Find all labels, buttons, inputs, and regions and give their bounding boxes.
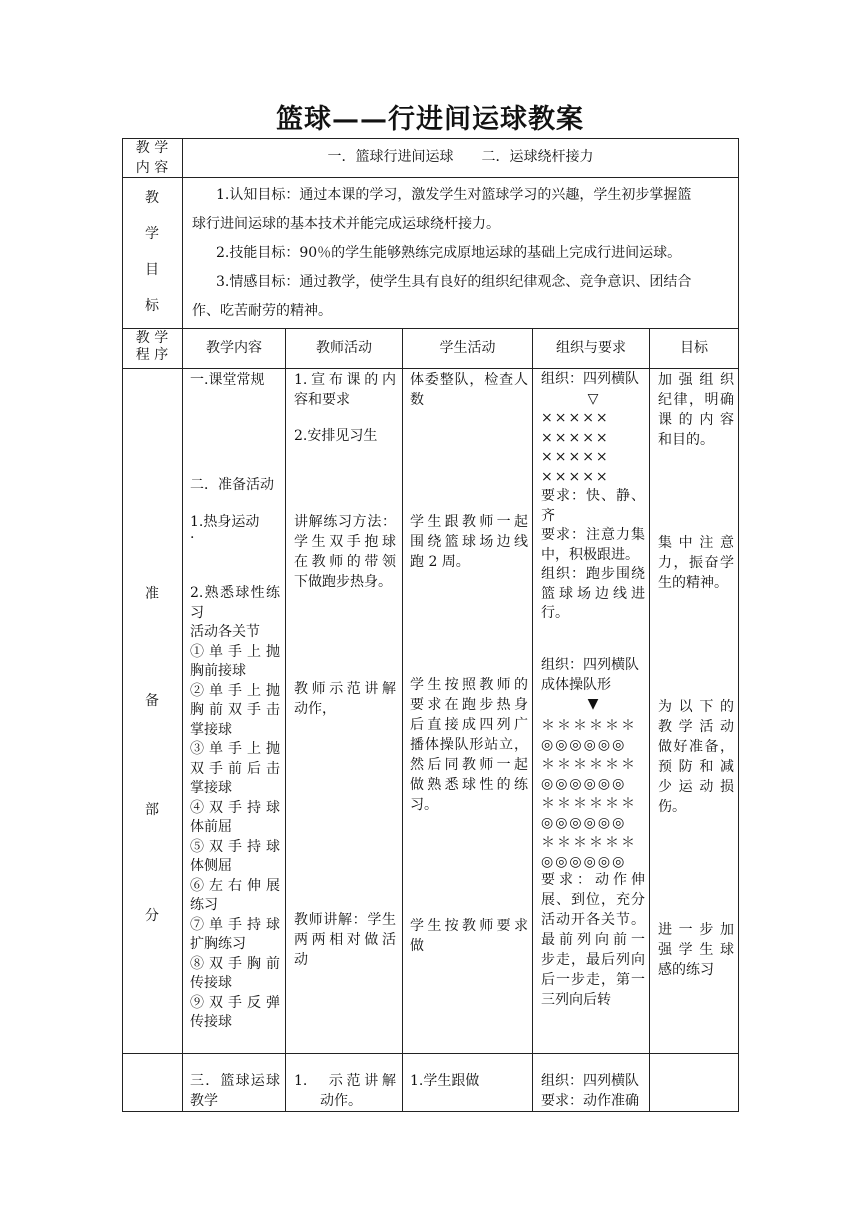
page-title: 篮球——行进间运球教案: [276, 104, 584, 135]
student-follow-do: 1.学生跟做: [410, 1073, 480, 1089]
org-last-row: 组织：四列横队 要求：动作准确: [541, 1073, 639, 1109]
col-header-goal: 目标: [680, 340, 708, 356]
formation-row: ＊＊＊＊＊＊: [541, 756, 637, 773]
formation-row: ◎◎◎◎◎◎: [541, 737, 627, 753]
content-ball-drills: 2.熟悉球性练 习 活动各关节 ①单手上抛 胸前接球 ②单手上抛 胸前双手击 掌接球 ③单手上抛 双手前后击 掌接球 ④双手持球 体前屈 ⑤双手持球 体侧屈 ⑥左右伸展 练习 ⑦单手持球 扩胸练习 ⑧双手胸前 传接球 ⑨双手反弹 传接球: [190, 585, 280, 1030]
prep-part-label-1: 准: [145, 586, 159, 602]
table-rule: [122, 368, 739, 369]
formation-row: ＊＊＊＊＊＊: [541, 717, 637, 734]
prep-part-label-3: 部: [145, 802, 159, 818]
table-rule: [402, 328, 403, 1112]
goal-injury-prevention: 为以下的 教学活动 做好准备， 预防和减 少运动损 伤。: [658, 699, 734, 815]
goal-discipline: 加强组织 纪律，明确 课的内容 和目的。: [658, 372, 734, 448]
student-lineup: 体委整队，检查人 数: [410, 372, 528, 408]
content-routine: 一.课堂常规: [190, 372, 265, 388]
formation-row: ◎◎◎◎◎◎: [541, 815, 627, 831]
teacher-arrange: 2.安排见习生: [294, 428, 378, 444]
prep-part-label-4: 分: [145, 908, 159, 924]
org-block-1: 组织：四列横队 ▽ ××××× ××××× ××××× ××××× 要求：快、静、 齐 要求：注意力集 中，积极跟进。 组织：跑步围绕 篮球场边线进 行。: [541, 371, 645, 621]
table-rule: [738, 138, 739, 1112]
content-dot: ·: [190, 530, 195, 546]
goal-cognitive-cont: 球行进间运球的基本技术并能完成运球绕杆接力。: [192, 216, 500, 232]
lesson-plan-table: [122, 138, 738, 1112]
goal-skill: 2.技能目标：90％的学生能够熟练完成原地运球的基础上完成行进间运球。: [216, 245, 682, 261]
col-header-organization: 组织与要求: [556, 340, 626, 356]
formation-row: ×××××: [541, 429, 610, 446]
content-warmup-heading: 二．准备活动: [190, 477, 274, 493]
teacher-pair-explain: 教师讲解：学生 两两相对做活 动: [294, 912, 396, 968]
goal-affective: 3.情感目标：通过教学，使学生具有良好的组织纪律观念、竞争意识、团结合: [216, 274, 692, 290]
table-rule: [285, 328, 286, 1112]
teacher-marker-icon: ▽: [587, 390, 599, 407]
teacher-demo-action: 1. 示范讲解 动作。: [294, 1073, 396, 1109]
content-warmup-run: 1.热身运动: [190, 514, 260, 530]
table-rule: [122, 1111, 739, 1112]
goal-focus: 集中注意 力，振奋学 生的精神。: [658, 535, 734, 591]
goals-row-label: 教 学 目 标: [145, 190, 159, 314]
table-rule: [649, 328, 650, 1112]
goals-text: [192, 181, 732, 326]
teacher-demo: 教师示范讲解 动作，: [294, 681, 396, 717]
teacher-explain-warmup: 讲解练习方法： 学生双手抱球 在教师的带领 下做跑步热身。: [294, 514, 396, 590]
table-rule: [122, 1053, 739, 1054]
table-rule: [122, 177, 739, 178]
formation-row: ×××××: [541, 468, 610, 485]
formation-row: ＊＊＊＊＊＊: [541, 795, 637, 812]
teacher-marker-filled-icon: ▼: [587, 696, 599, 712]
formation-row: ◎◎◎◎◎◎: [541, 854, 627, 870]
prep-part-label-2: 备: [145, 693, 159, 709]
org-block-2: 组织：四列横队 成体操队形 ▼ ＊＊＊＊＊＊ ◎◎◎◎◎◎ ＊＊＊＊＊＊ ◎◎◎◎◎◎ ＊＊＊＊＊＊ ◎◎◎◎◎◎ ＊＊＊＊＊＊ ◎◎◎◎◎◎: [541, 656, 645, 873]
teacher-announce: 1.宣布课的内 容和要求: [294, 372, 396, 408]
student-ball-drills: 学生按照教师的 要求在跑步热身 后直接成四列广 播体操队形站立， 然后同教师一起 做熟悉球性的练 习。: [410, 677, 528, 813]
col-header-student: 学生活动: [439, 340, 496, 356]
table-rule: [182, 138, 183, 1112]
col-header-content: 教学内容: [206, 340, 262, 356]
org-requirements: 要求：动作伸 展、到位，充分 活动开各关节。 最前列向前一 步走，最后列向 后一步走，第一 三列向后转: [541, 872, 645, 1008]
table-rule: [122, 328, 739, 329]
procedure-label: 教 学 程 序: [135, 330, 169, 363]
goal-affective-cont: 作、吃苦耐劳的精神。: [192, 303, 332, 319]
formation-row: ×××××: [541, 449, 610, 465]
content-row-text: 一．篮球行进间运球 二．运球绕杆接力: [327, 149, 594, 165]
table-rule: [122, 138, 739, 139]
table-rule: [532, 328, 533, 1112]
content-row-label: 教 学 内 容: [135, 140, 169, 176]
goal-ball-feel: 进一步加 强学生球 感的练习: [658, 922, 734, 978]
goal-cognitive: 1.认知目标：通过本课的学习，激发学生对篮球学习的兴趣，学生初步掌握篮: [216, 187, 692, 203]
col-header-teacher: 教师活动: [316, 340, 372, 356]
org-formation: 组织：四列横队: [541, 371, 639, 387]
formation-row: ◎◎◎◎◎◎: [541, 776, 627, 792]
formation-row: ＊＊＊＊＊＊: [541, 834, 637, 851]
formation-row: ×××××: [541, 410, 610, 426]
student-follow-run: 学生跟教师一起 围绕篮球场边线 跑 2 周。: [410, 514, 528, 570]
student-follow-teacher: 学生按教师要求 做: [410, 918, 528, 954]
content-dribble-teaching: 三．篮球运球 教学: [190, 1073, 280, 1109]
